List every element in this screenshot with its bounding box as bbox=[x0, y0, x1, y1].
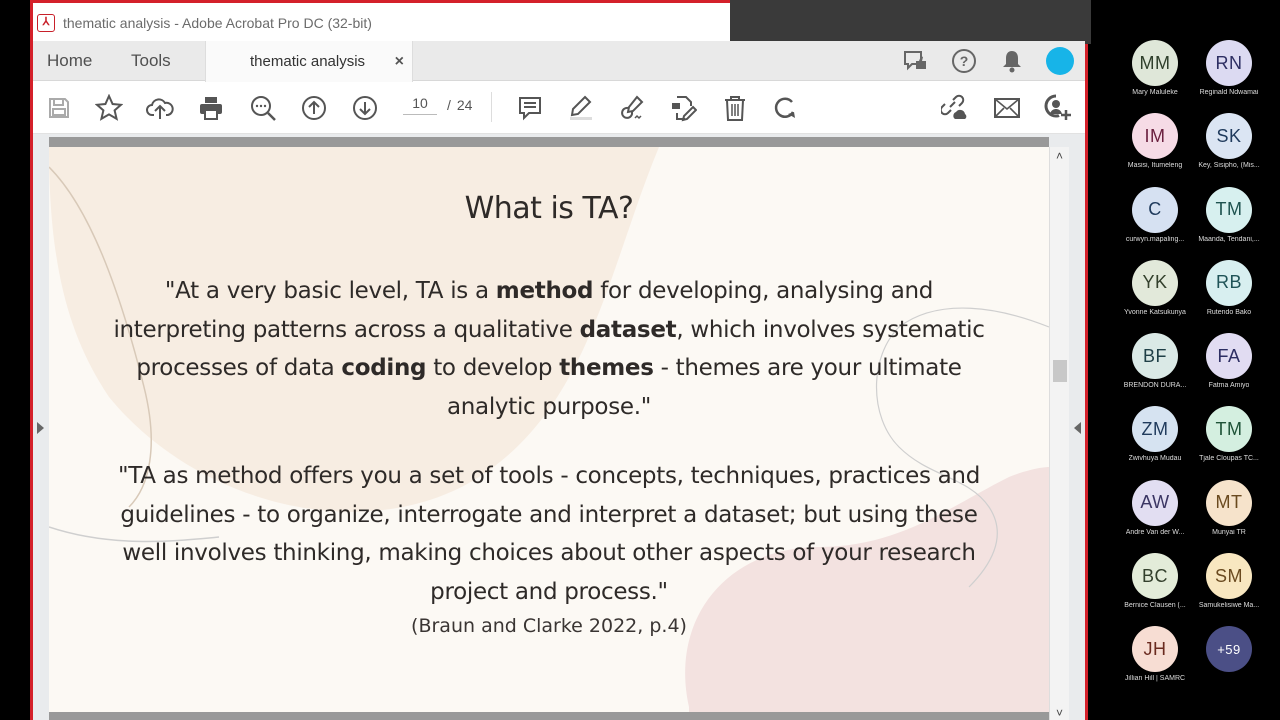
tab-home[interactable]: Home bbox=[47, 51, 93, 70]
slide-title: What is TA? bbox=[464, 191, 634, 226]
participant-name: Fatma Amiyo bbox=[1208, 382, 1250, 390]
page-navigator: 10 / 24 bbox=[403, 95, 472, 115]
participant-avatar: ZM bbox=[1132, 406, 1178, 452]
participant-name: Yvonne Katsukunya bbox=[1124, 308, 1186, 316]
left-panel-toggle-icon[interactable] bbox=[37, 422, 44, 434]
participant-avatar: C bbox=[1132, 187, 1178, 233]
participant-tile[interactable] bbox=[1192, 187, 1266, 260]
cloud-upload-icon[interactable] bbox=[146, 94, 174, 122]
participant-avatar: TM bbox=[1206, 406, 1252, 452]
participant-avatar: MM bbox=[1132, 40, 1178, 86]
tab-document[interactable] bbox=[205, 41, 413, 82]
help-icon[interactable] bbox=[949, 46, 979, 76]
quote-method: "TA as method offers you a set of tools - concepts, techniques, practices and guidelines - to organize, interrogate and interpret a dataset; but using these well involves thinking, making choices about other aspects of your research project and process." bbox=[117, 463, 981, 605]
window-title: thematic analysis - Adobe Acrobat Pro DC (32-bit) bbox=[63, 15, 372, 31]
participant-tile[interactable] bbox=[1118, 187, 1192, 260]
page-up-icon[interactable] bbox=[300, 94, 328, 122]
participant-name: BRENDON DURA... bbox=[1123, 382, 1187, 390]
meeting-participants-panel bbox=[1118, 40, 1280, 700]
pdf-page bbox=[49, 147, 1049, 712]
bell-icon[interactable] bbox=[997, 46, 1027, 76]
scroll-thumb[interactable] bbox=[1053, 360, 1067, 382]
participant-name: Bernice Clausen (... bbox=[1124, 602, 1186, 610]
participant-tile[interactable] bbox=[1192, 626, 1266, 699]
citation: (Braun and Clarke 2022, p.4) bbox=[411, 615, 687, 637]
toolbar-divider bbox=[491, 92, 492, 122]
emphasis-themes: themes bbox=[559, 355, 654, 381]
participant-tile[interactable] bbox=[1192, 406, 1266, 479]
sign-icon[interactable] bbox=[618, 94, 646, 122]
participant-name: Reginald Ndwamai bbox=[1199, 89, 1259, 96]
redacted-overlay bbox=[730, 0, 1091, 44]
participant-name: Key, Sisipho, (Mis... bbox=[1198, 162, 1260, 170]
more-participants-badge[interactable]: +59 bbox=[1206, 626, 1252, 672]
participant-name: Rutendo Bako bbox=[1206, 308, 1252, 316]
participant-name: Maanda, Tendani,... bbox=[1198, 235, 1260, 243]
acrobat-window bbox=[30, 0, 1088, 720]
star-icon[interactable] bbox=[95, 94, 123, 122]
delete-icon[interactable] bbox=[721, 94, 749, 122]
participant-avatar: RN bbox=[1206, 40, 1252, 86]
participant-tile[interactable] bbox=[1192, 40, 1266, 113]
participant-tile[interactable] bbox=[1192, 260, 1266, 333]
participant-name: Samukelisiwe Ma... bbox=[1198, 602, 1260, 610]
acrobat-pdf-icon: ⅄ bbox=[37, 14, 55, 32]
participant-tile[interactable] bbox=[1118, 333, 1192, 406]
participant-tile[interactable] bbox=[1192, 480, 1266, 553]
participant-name: Jillian Hill | SAMRC bbox=[1124, 675, 1186, 683]
account-avatar[interactable] bbox=[1045, 46, 1075, 76]
document-viewer bbox=[33, 134, 1085, 720]
tab-bar bbox=[33, 41, 1085, 81]
participant-name: Masisi, Itumeleng bbox=[1127, 162, 1183, 170]
participant-name: Munyai TR bbox=[1212, 528, 1246, 536]
share-feedback-icon[interactable] bbox=[901, 46, 931, 76]
participant-name: Mary Maluleke bbox=[1132, 89, 1178, 96]
participant-avatar: RB bbox=[1206, 260, 1252, 306]
participant-name: curwyn.mapaling... bbox=[1125, 235, 1185, 243]
scroll-up-icon[interactable]: ˄ bbox=[1055, 149, 1063, 163]
participant-avatar: BF bbox=[1132, 333, 1178, 379]
edit-pdf-icon[interactable] bbox=[669, 94, 697, 122]
participant-tile[interactable] bbox=[1118, 626, 1192, 699]
vertical-scrollbar[interactable] bbox=[1049, 147, 1069, 720]
participant-tile[interactable] bbox=[1118, 113, 1192, 186]
participant-tile[interactable] bbox=[1192, 553, 1266, 626]
participant-avatar: SM bbox=[1206, 553, 1252, 599]
zoom-search-icon[interactable] bbox=[249, 94, 277, 122]
participant-avatar: JH bbox=[1132, 626, 1178, 672]
participant-tile[interactable] bbox=[1118, 260, 1192, 333]
page-edge-bottom bbox=[49, 712, 1049, 720]
participant-tile[interactable] bbox=[1118, 406, 1192, 479]
emphasis-dataset: dataset bbox=[579, 316, 677, 343]
page-down-icon[interactable] bbox=[351, 94, 379, 122]
slide-content bbox=[49, 147, 1049, 712]
toolbar bbox=[33, 82, 1085, 134]
rotate-icon[interactable] bbox=[771, 94, 799, 122]
title-bar bbox=[33, 6, 733, 40]
tab-tools[interactable]: Tools bbox=[131, 51, 171, 70]
participant-name: Tjale Cloupas TC... bbox=[1199, 455, 1259, 463]
emphasis-coding: coding bbox=[341, 355, 427, 381]
print-icon[interactable] bbox=[197, 94, 225, 122]
participant-avatar: TM bbox=[1206, 187, 1252, 233]
participant-avatar: AW bbox=[1132, 480, 1178, 526]
participant-avatar: YK bbox=[1132, 260, 1178, 306]
participant-tile[interactable] bbox=[1118, 480, 1192, 553]
participant-tile[interactable] bbox=[1192, 113, 1266, 186]
quote-definition: "At a very basic level, TA is a method for developing, analysing and interpreting patterns across a qualitative dataset, which involves systematic processes of data coding to develop themes - themes are your ultimate analytic purpose." bbox=[113, 278, 985, 420]
svg-text:?: ? bbox=[959, 53, 969, 69]
header-icons bbox=[901, 41, 1075, 81]
participant-avatar: BC bbox=[1132, 553, 1178, 599]
participant-avatar: IM bbox=[1132, 113, 1178, 159]
participant-avatar: SK bbox=[1206, 113, 1252, 159]
page-number-input[interactable]: 10 bbox=[403, 95, 437, 115]
participant-name: Andre Van der W... bbox=[1125, 528, 1185, 536]
participant-tile[interactable] bbox=[1192, 333, 1266, 406]
add-user-icon[interactable] bbox=[1044, 94, 1072, 122]
emphasis-method: method bbox=[495, 278, 594, 304]
participant-avatar: FA bbox=[1206, 333, 1252, 379]
participant-tile[interactable] bbox=[1118, 553, 1192, 626]
link-share-icon[interactable] bbox=[941, 94, 969, 122]
scroll-down-icon[interactable]: ˅ bbox=[1055, 706, 1063, 720]
page-edge bbox=[49, 137, 1049, 147]
close-icon[interactable]: × bbox=[394, 52, 404, 70]
highlight-icon[interactable] bbox=[567, 94, 595, 122]
participant-avatar: MT bbox=[1206, 480, 1252, 526]
save-icon[interactable] bbox=[45, 94, 73, 122]
email-icon[interactable] bbox=[993, 94, 1021, 122]
comment-icon[interactable] bbox=[516, 94, 544, 122]
participant-name: Zwivhuya Mudau bbox=[1128, 455, 1182, 463]
document-tab-label: thematic analysis bbox=[250, 53, 366, 70]
right-panel-toggle-icon[interactable] bbox=[1074, 422, 1081, 434]
page-total: 24 bbox=[456, 97, 473, 113]
participant-tile[interactable] bbox=[1118, 40, 1192, 113]
